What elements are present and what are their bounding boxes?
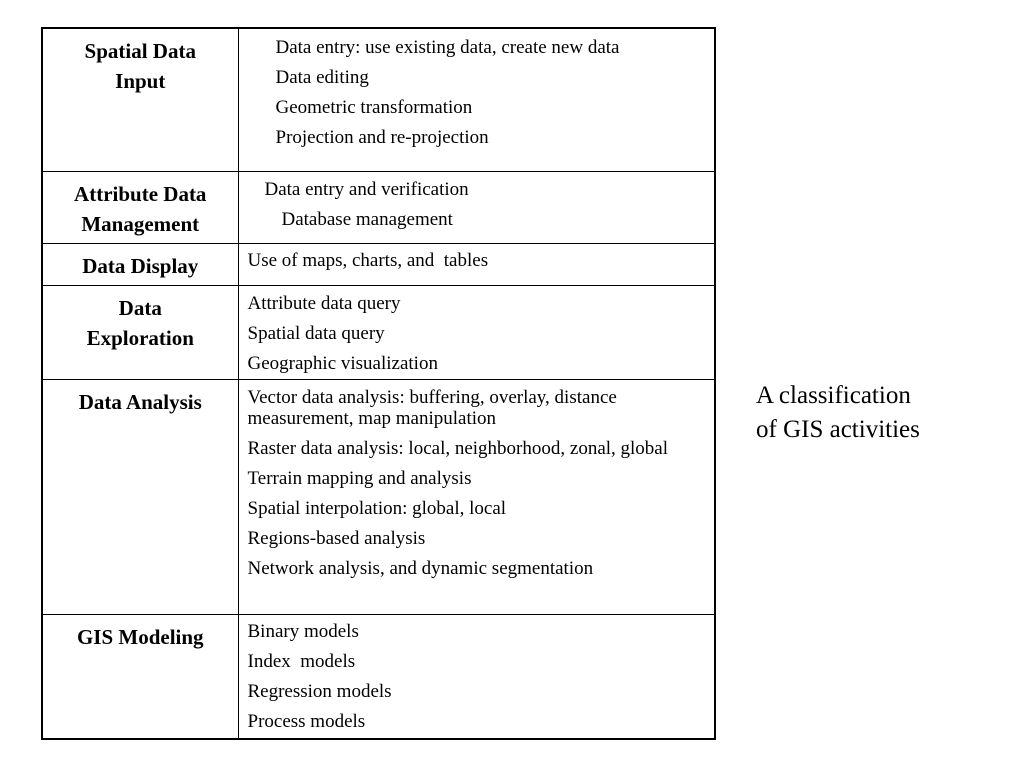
activity-item: Index models (247, 650, 356, 672)
caption-line: of GIS activities (756, 416, 920, 443)
category-label: Input (115, 69, 166, 93)
activity-item: Use of maps, charts, and tables (247, 249, 489, 271)
category-cell (42, 285, 238, 379)
caption-line: A classification (756, 382, 911, 409)
category-label: Exploration (86, 325, 194, 350)
category-label: Spatial Data (84, 39, 196, 63)
category-label: Data (118, 295, 162, 320)
slide-caption (756, 379, 986, 447)
activity-item: Regions-based analysis (247, 527, 426, 549)
activity-item: Data editing (275, 67, 369, 88)
category-cell (42, 171, 238, 243)
activities-cell (238, 171, 715, 243)
table-row (42, 285, 715, 379)
category-label: Data Display (82, 253, 199, 278)
table-row (42, 28, 715, 171)
category-cell (42, 379, 238, 614)
activity-item: Geographic visualization (247, 352, 438, 374)
activities-cell (238, 243, 715, 285)
table-row (42, 614, 715, 739)
category-cell (42, 28, 238, 171)
gis-activities-table (41, 27, 716, 740)
activities-cell (238, 28, 715, 171)
activity-item: Network analysis, and dynamic segmentation (247, 557, 594, 579)
activity-item: Spatial data query (247, 322, 385, 344)
activity-item: Vector data analysis: buffering, overlay, distance measurement, map manipulation (247, 386, 617, 429)
activity-item: Database management (281, 208, 453, 230)
table-row (42, 243, 715, 285)
activity-item: Process models (247, 710, 366, 732)
activity-item: Attribute data query (247, 292, 401, 314)
category-label: Attribute Data (74, 181, 207, 206)
activity-item: Data entry: use existing data, create new data (275, 37, 620, 58)
table-row (42, 171, 715, 243)
activity-item: Terrain mapping and analysis (247, 467, 472, 489)
activity-item: Spatial interpolation: global, local (247, 497, 507, 519)
activities-cell (238, 614, 715, 739)
activity-item: Projection and re-projection (275, 127, 489, 148)
category-cell (42, 243, 238, 285)
activities-cell (238, 379, 715, 614)
category-label: GIS Modeling (76, 624, 204, 649)
category-label: Data Analysis (78, 389, 202, 414)
table-row (42, 379, 715, 614)
activity-item: Data entry and verification (264, 178, 469, 200)
activity-item: Regression models (247, 680, 392, 702)
activities-cell (238, 285, 715, 379)
activity-item: Raster data analysis: local, neighborhood, zonal, global (247, 437, 669, 459)
category-cell (42, 614, 238, 739)
category-label: Management (81, 211, 200, 236)
activity-item: Geometric transformation (275, 97, 473, 118)
activity-item: Binary models (247, 620, 359, 642)
